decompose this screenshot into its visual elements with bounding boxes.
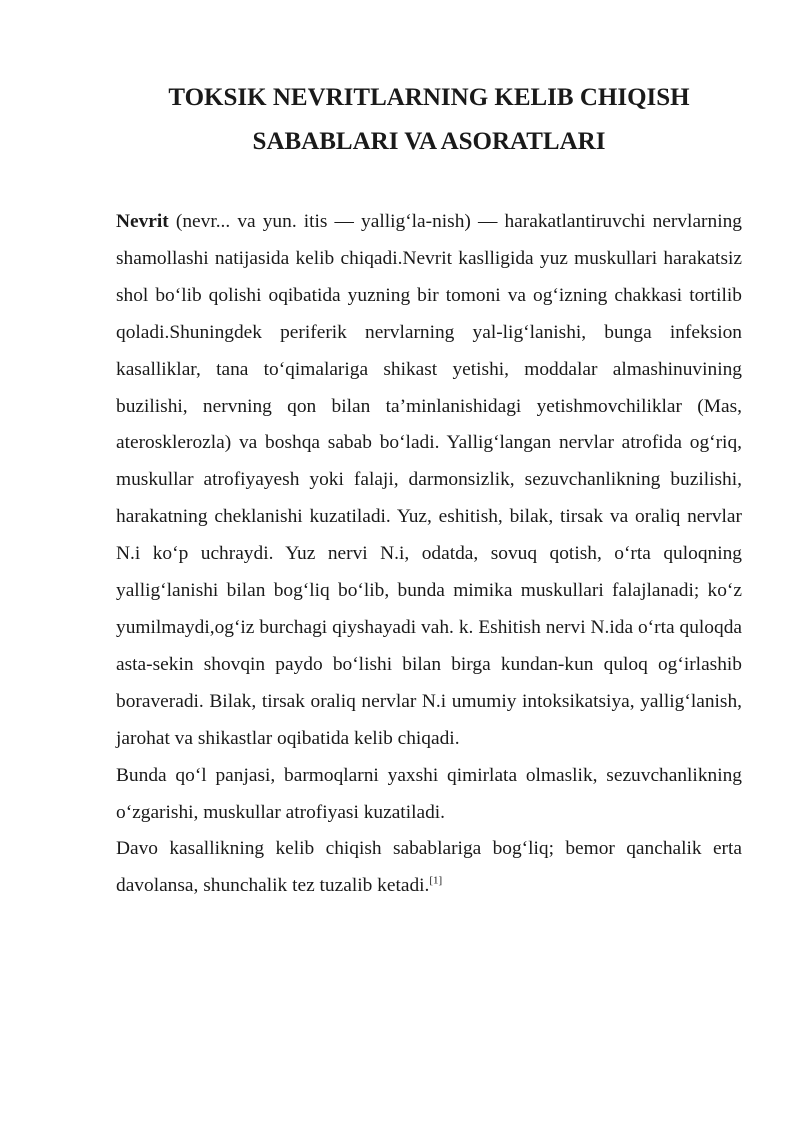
paragraph-3-text: Davo kasallikning kelib chiqish sabablariga bog‘liq; bemor qanchalik erta davolansa, shunchalik tez tuzalib ketadi. bbox=[116, 838, 742, 897]
paragraph-symptoms: Bunda qo‘l panjasi, barmoqlarni yaxshi qimirlata olmaslik, sezuvchanlikning o‘zgarishi, muskullar atrofiyasi kuzatiladi. bbox=[116, 764, 742, 823]
paragraph-treatment bbox=[116, 831, 742, 905]
document-page bbox=[116, 76, 742, 905]
term-nevrit: Nevrit bbox=[116, 211, 169, 232]
footnote-reference[interactable]: [1] bbox=[429, 874, 443, 887]
document-title: TOKSIK NEVRITLARNING KELIB CHIQISH SABABLARI VA ASORATLARI bbox=[168, 84, 690, 155]
paragraph-1-text: (nevr... va yun. itis — yallig‘la-nish) — harakatlantiruvchi nervlarning shamollashi natijasida kelib chiqadi.Nevrit kaslligida yuz muskullari harakatsiz shol bo‘lib qolishi oqibatida yuzning bir tomoni va og‘izning chakkasi tortilib qoladi.Shuningdek periferik nervlarning yal-lig‘lanishi, bunga infeksion kasalliklar, tana to‘qimalariga shikast yetishi, moddalar almashinuvining buzilishi, nervning qon bilan ta’minlanishidagi yetishmovchiliklar (Mas, aterosklerozla) va boshqa sabab bo‘ladi. Yallig‘langan nervlar atrofida og‘riq, muskullar atrofiyayesh yoki falaji, darmonsizlik, sezuvchanlikning buzilishi, harakatning cheklanishi kuzatiladi. Yuz, eshitish, bilak, tirsak va oraliq nervlar N.i ko‘p uchraydi. Yuz nervi N.i, odatda, sovuq qotish, o‘rta quloqning yallig‘lanishi bilan bog‘liq bo‘lib, bunda mimika muskullari falajlanadi; ko‘z yumilmaydi,og‘iz burchagi qiyshayadi vah. k. Eshitish nervi N.ida o‘rta quloqda asta-sekin shovqin paydo bo‘lishi bilan birga kundan-kun quloq og‘irlashib boraveradi. Bilak, tirsak oraliq nervlar N.i umumiy intoksikatsiya, yallig‘lanish, jarohat va shikastlar oqibatida kelib chiqadi. bbox=[116, 211, 742, 749]
document-body bbox=[116, 204, 742, 905]
paragraph-definition bbox=[116, 204, 742, 758]
